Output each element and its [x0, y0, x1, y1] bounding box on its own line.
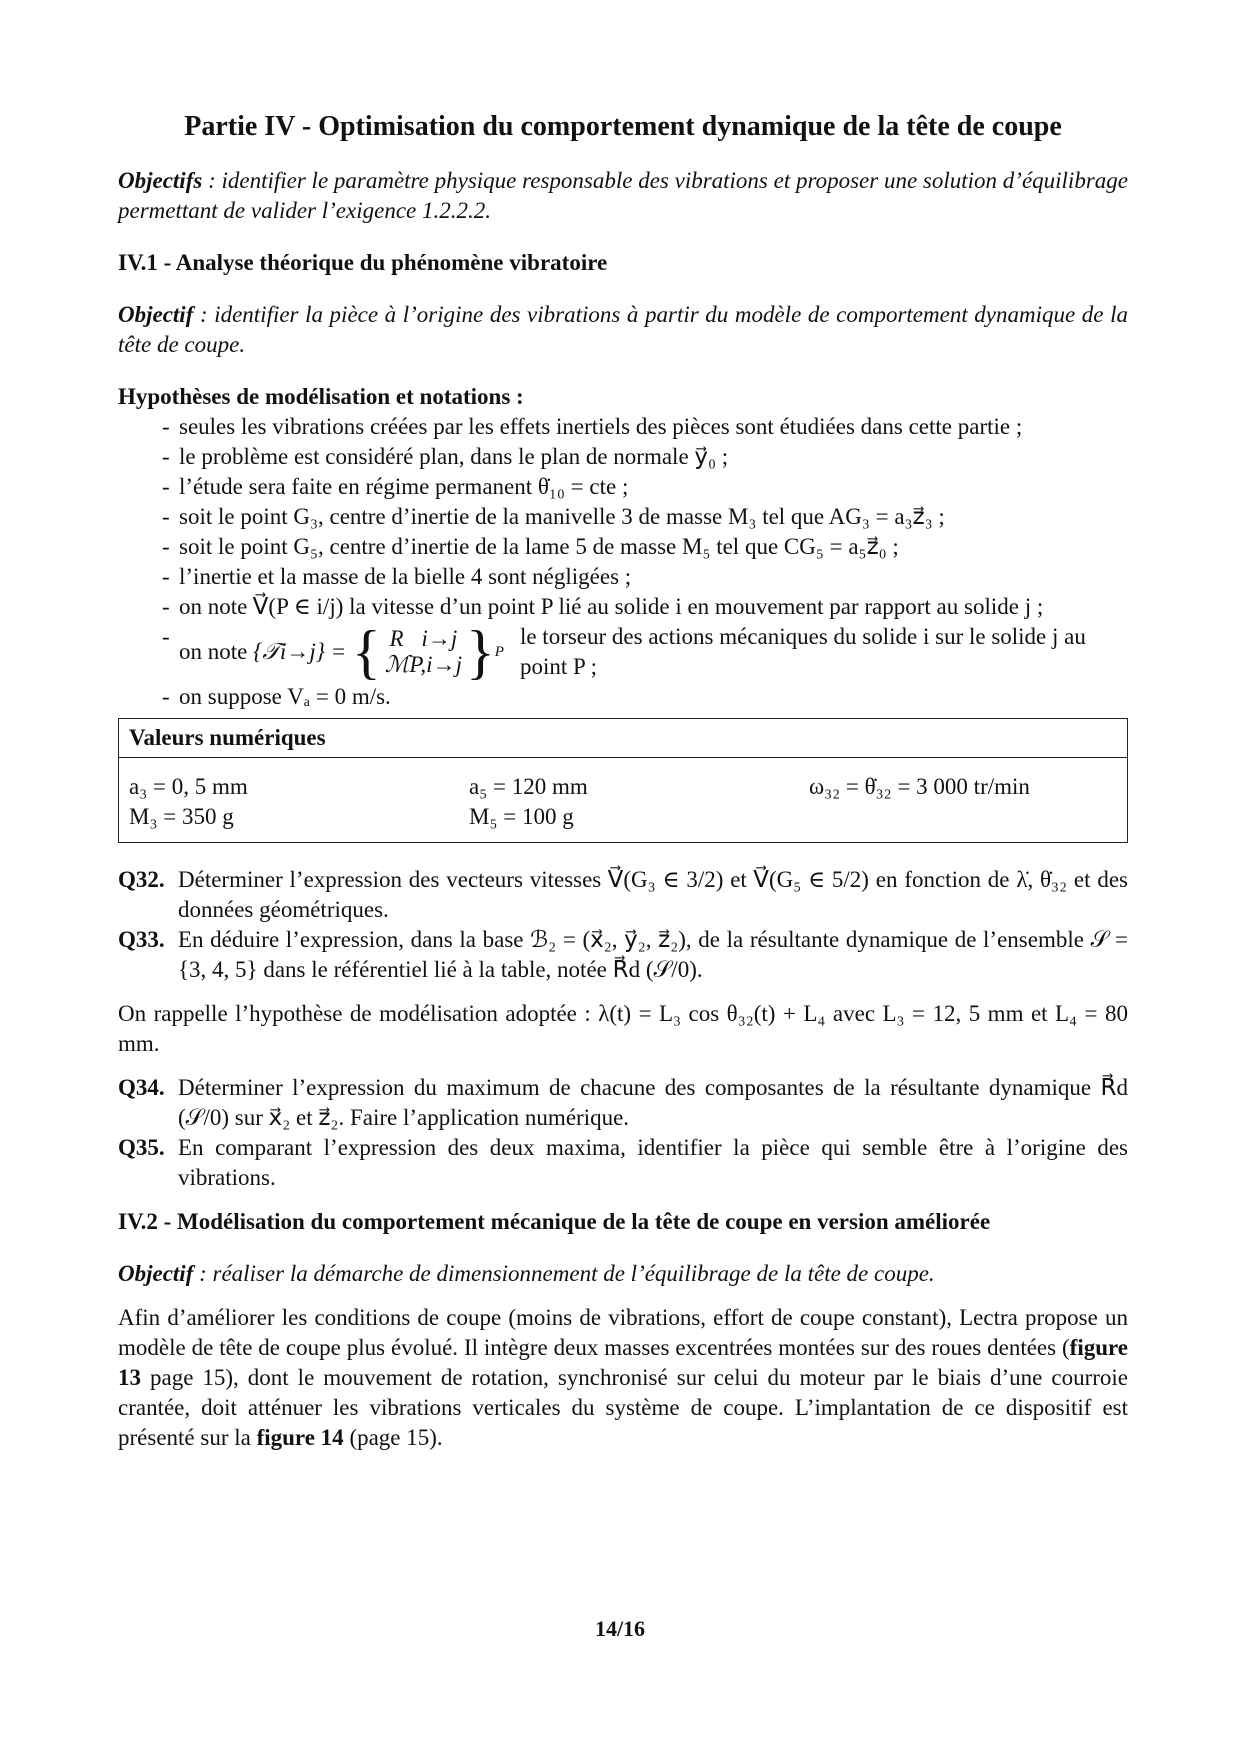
numerical-values-box	[118, 718, 1128, 843]
question-text: En déduire l’expression, dans la base ℬ₂ = (x⃗₂, y⃗₂, z⃗₂), de la résultante dynamique de l’ensemble 𝒮 = {3, 4, 5} dans le référentiel lié à la table, notée R⃗d (𝒮/0).	[178, 927, 1128, 982]
page-content	[118, 112, 1128, 1453]
hypothesis-item: - soit le point G₃, centre d’inertie de la manivelle 3 de masse M₃ tel que AG₃ = a₃z⃗₃ ;	[162, 502, 1128, 532]
objectives-label: Objectifs	[118, 168, 203, 193]
torseur-moment: ℳP,i→j	[384, 652, 462, 677]
hypothesis-item: - on note V⃗(P ∈ i/j) la vitesse d’un point P lié au solide i en mouvement par rapport au solide j ;	[162, 592, 1128, 622]
torseur-text: le torseur des actions mécaniques du solide i sur le solide j au point P ;	[519, 624, 1086, 679]
recall-paragraph: On rappelle l’hypothèse de modélisation adoptée : λ(t) = L₃ cos θ₃₂(t) + L₄ avec L₃ = 12, 5 mm et L₄ = 80 mm.	[118, 1001, 1128, 1056]
body-text: Afin d’améliorer les conditions de coupe (moins de vibrations, effort de coupe constant), Lectra propose un modèle de tête de coupe plus évolué. Il intègre deux masses excentrées montées sur des roues dentées (	[118, 1305, 1128, 1360]
body-paragraph	[118, 1303, 1128, 1453]
hypotheses-heading: Hypothèses de modélisation et notations :	[118, 384, 524, 409]
torseur-notation: - on note {𝒯i→j} = { R⃗i→j ℳP,i→j } P le torseur des actions mécaniques du solide i sur le solide j au point P ;	[179, 622, 1128, 682]
objective-iv1-text: : identifier la pièce à l’origine des vibrations à partir du modèle de comportement dynamique de la tête de coupe.	[118, 302, 1128, 357]
question-q33	[118, 925, 1128, 985]
torseur-prefix: - on note	[179, 639, 248, 664]
hypothesis-item: - soit le point G₅, centre d’inertie de la lame 5 de masse M₅ tel que CG₅ = a₅z⃗₀ ;	[162, 532, 1128, 562]
body-text: (page 15).	[343, 1425, 443, 1450]
section-heading-iv1: IV.1 - Analyse théorique du phénomène vibratoire	[118, 250, 608, 275]
value-cell: a₃ = 0, 5 mm	[129, 774, 248, 799]
hypothesis-item: - l’inertie et la masse de la bielle 4 sont négligées ;	[162, 562, 1128, 592]
question-text: En comparant l’expression des deux maxima, identifier la pièce qui semble être à l’origine des vibrations.	[178, 1135, 1128, 1190]
question-number: Q33.	[118, 927, 165, 952]
value-cell: a₅ = 120 mm	[469, 774, 588, 799]
value-cell: M₃ = 350 g	[129, 804, 234, 829]
page-title: Partie IV - Optimisation du comportement dynamique de la tête de coupe	[184, 111, 1062, 142]
hypothesis-torseur	[162, 619, 1128, 685]
objective-iv2-text: : réaliser la démarche de dimensionnement de l’équilibrage de la tête de coupe.	[193, 1261, 935, 1286]
value-cell: ω₃₂ = θ̇₃₂ = 3 000 tr/min	[809, 774, 1030, 799]
hypothesis-item: - on suppose Vₐ = 0 m/s.	[162, 682, 1128, 712]
numerical-values-grid	[119, 758, 1127, 842]
question-number: Q32.	[118, 867, 165, 892]
torseur-components	[381, 626, 466, 678]
torseur-resultant: R⃗i→j	[389, 626, 458, 651]
objectives-text: : identifier le paramètre physique responsable des vibrations et proposer une solution d’équilibrage permettant de valider l’exigence 1.2.2.2.	[118, 168, 1128, 223]
body-text: page 15), dont le mouvement de rotation, synchronisé sur celui du moteur par le biais d’une courroie crantée, doit atténuer les vibrations verticales du système de coupe. L’implantation de ce dispositif est présenté sur la	[118, 1365, 1128, 1450]
torseur-lhs: {𝒯i→j} =	[253, 639, 347, 664]
numerical-values-heading: Valeurs numériques	[119, 719, 1127, 758]
value-cell: M₅ = 100 g	[469, 804, 574, 829]
objective-iv2-label: Objectif	[118, 1261, 194, 1286]
figure-13-ref: figure 13	[118, 1335, 1128, 1390]
question-text: Déterminer l’expression du maximum de chacune des composantes de la résultante dynamique R⃗d (𝒮/0) sur x⃗₂ et z⃗₂. Faire l’application numérique.	[178, 1075, 1128, 1130]
hypotheses-list	[118, 412, 1128, 712]
right-brace-icon: }	[465, 619, 495, 685]
section-heading-iv2: IV.2 - Modélisation du comportement mécanique de la tête de coupe en version améliorée	[118, 1209, 991, 1234]
hypothesis-item: - l’étude sera faite en régime permanent θ̇₁₀ = cte ;	[162, 472, 1128, 502]
page-number: 14/16	[594, 1616, 646, 1641]
objectives-paragraph	[118, 166, 1128, 226]
question-text: Déterminer l’expression des vecteurs vitesses V⃗(G₃ ∈ 3/2) et V⃗(G₅ ∈ 5/2) en fonction de λ̇, θ̇₃₂ et des données géométriques.	[178, 867, 1128, 922]
left-brace-icon: {	[351, 619, 381, 685]
value-cell	[809, 802, 1109, 832]
question-q34	[118, 1073, 1128, 1133]
hypothesis-item: - le problème est considéré plan, dans le plan de normale y⃗₀ ;	[162, 442, 1128, 472]
objective-iv2-paragraph	[118, 1259, 1128, 1289]
question-number: Q34.	[118, 1075, 165, 1100]
question-q35	[118, 1133, 1128, 1193]
hypothesis-item: - seules les vibrations créées par les effets inertiels des pièces sont étudiées dans cette partie ;	[162, 412, 1128, 442]
figure-14-ref: figure 14	[256, 1425, 344, 1450]
question-number: Q35.	[118, 1135, 165, 1160]
question-q32	[118, 865, 1128, 925]
objective-iv1-paragraph	[118, 300, 1128, 360]
objective-iv1-label: Objectif	[118, 302, 194, 327]
